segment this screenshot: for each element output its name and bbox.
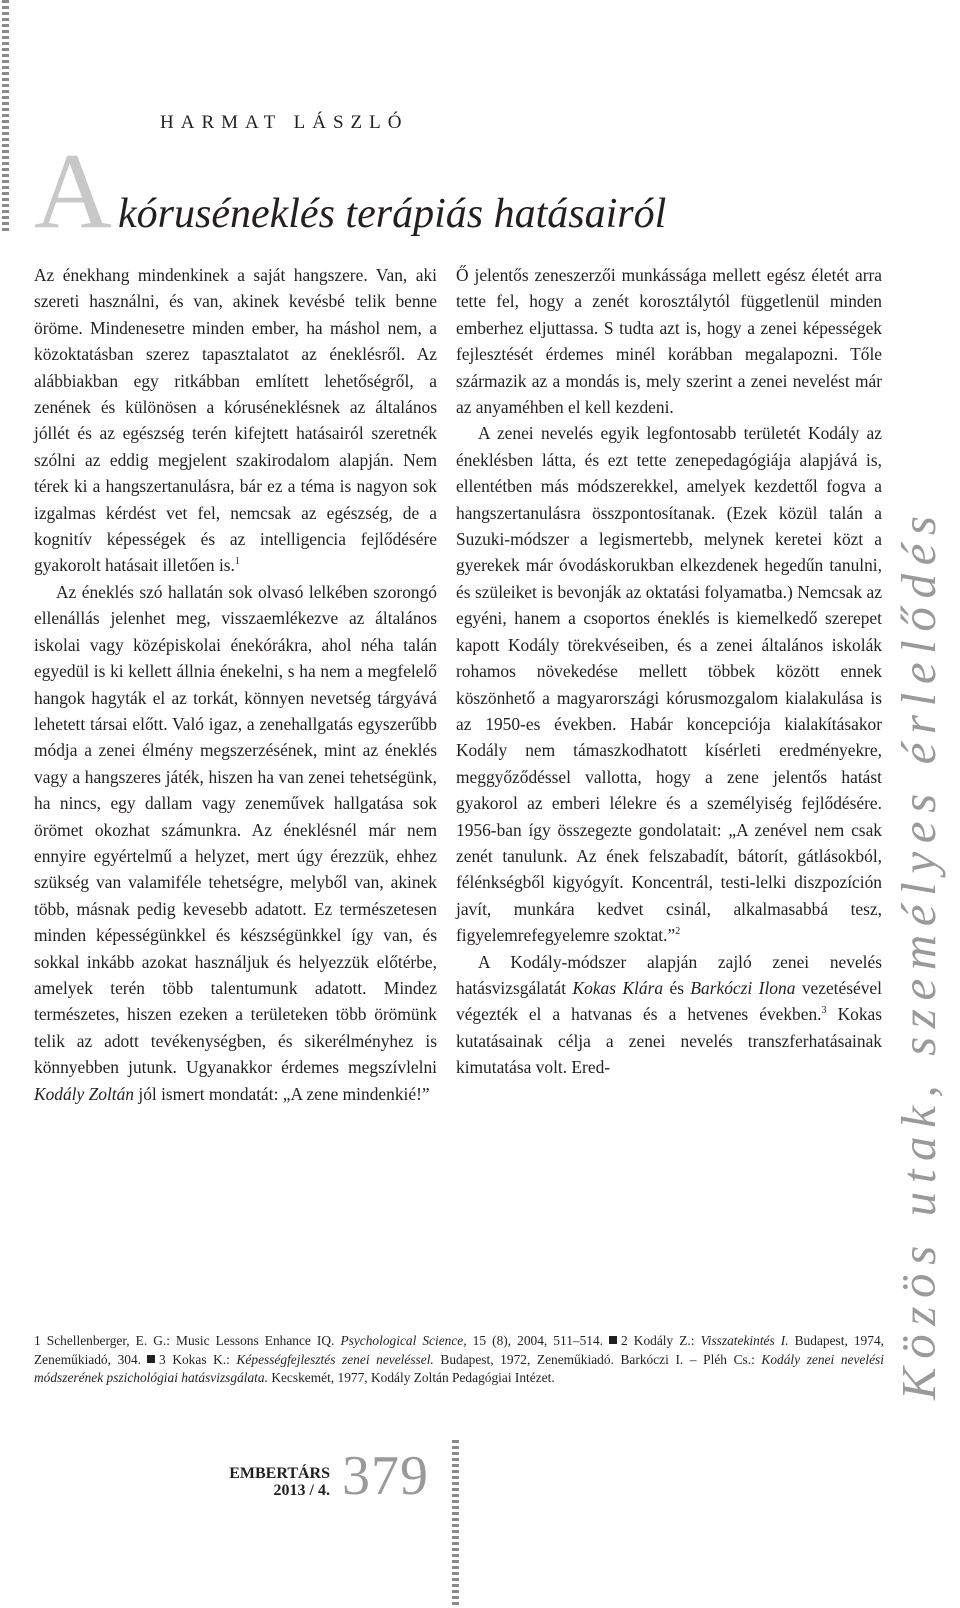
paragraph [456,262,882,420]
dotted-ornament-left [2,0,9,232]
person-name: Kokas Klára [572,977,664,998]
footnote-italic: Psychological Science, [340,1333,467,1348]
footnote-text: 15 (8), 2004, 511–514. [472,1333,604,1348]
person-name: Barkóczi Ilona [690,977,796,998]
column-left [34,262,437,1107]
page-number: 379 [342,1445,429,1507]
paragraph-text: A zenei nevelés egyik legfontosabb területét Kodály az éneklésben látta, és ezt tette zenepedagógiája alapjává is, ellentétben más módszerekkel, amelyek kezdettől fogva a hangszertanulásra összpontosítanak. (Ezek közül talán a Suzuki-módszer a legismertebb, melynek keretei közt a gyerekek már óvodáskorukban elkezdenek hegedűn tanulni, és szüleiket is bevonják az oktatási folyamatba.) Nemcsak az egyéni, hanem a csoportos éneklés is kiemelkedő szerepet kapott Kodály törekvéseiben, és a zenei általános iskolák rohamos növekedése mellett többek között ennek köszönhető a magyarországi kórusmozgalom kialakulása is az 1950-es években. Habár koncepciója kialakításakor Kodály nem támaszkodhatott kísérleti eredményekre, meggyőződéssel vallotta, hogy a zene jelentős hatást gyakorol az emberi lélekre és a személyiség fejlődésére. 1956-ban így összegezte gondolatait: „A zenével nem csak zenét tanulunk. Az ének felszabadít, bátorít, gátlásokból, félénkségből kigyógyít. Koncentrál, testi-lelki diszpozíción javít, munkára kedvet csinál, alkalmasabbá tesz, figyelemrefegyelemre szoktat.” [456,423,882,946]
article-title [34,132,667,251]
footnote-text: Kecskemét, 1977, Kodály Zoltán Pedagógiai Intézet. [271,1370,555,1386]
paragraph-text: és [669,977,684,998]
journal-name: EMBERTÁRS [229,1465,330,1482]
footnote-text: Budapest, 1974, Zeneműkiadó, 304. [34,1333,884,1367]
section-side-title: Közös utak, személyes érlelődés [891,507,946,1400]
paragraph [34,579,437,1107]
footnote-italic: Kodály zenei nevelési módszerének pszichológiai hatásvizsgálata. [34,1351,884,1386]
title-text: kóruséneklés terápiás hatásairól [118,191,667,237]
paragraph-text: Az éneklés szó hallatán sok olvasó lelkében szorongó ellenállás jelenhet meg, visszaemlékezve az általános iskolai vagy középiskolai énekórákra, ahol néha talán egyedül is ki kellett állnia énekelni, s ha nem a megfelelő hangok hagyták el az torkát, könnyen nevetség tárgyává lehetett társai előtt. Való igaz, a zenehallgatás egyszerűbb módja a zenei élmény megszerzésének, mint az éneklés vagy a hangszeres játék, hiszen ha van zenei tehetségünk, ha nincs, egy dallam vagy zeneművek hallgatása sok örömet okozhat számunkra. Az éneklésnél már nem ennyire egyértelmű a helyzet, mert úgy érezzük, ehhez szükség van valamiféle tehetségre, melyből van, akinek több, másnak pedig kevesebb adatott. Ez természetesen minden képességünkkel és készségünkkel így van, és sokkal inkább azokat használjuk és helyezzük előtérbe, amelyek terén több talentumunk adatott. Mindez természetes, hiszen ezeken a területeken több örömünk telik az adott tevékenységben, és sikerélményhez is könnyebben jutunk. Ugyanakkor érdemes megszívlelni [34,581,437,1078]
footnote-text: 3 Kokas K.: [159,1351,230,1367]
paragraph [34,262,437,579]
paragraph-text: vezetésével végezték el a hatvanas és a hetvenes években. [456,977,882,1025]
journal-info [200,1465,330,1499]
footnote-ref: 1 [234,556,240,568]
square-bullet-icon [147,1355,155,1363]
paragraph-text: Az énekhang mindenkinek a saját hangszere. Van, aki szereti használni, és van, akinek kevésbé telik benne öröme. Mindenesetre minden ember, ha máshol nem, a közoktatásban szerez tapasztalatot az éneklésről. Az alábbiakban egy ritkábban említett lehetőségről, a zenének és különösen a kóruséneklésnek az általános jóllét és az egészség terén kifejtett hatásairól szeretnék szólni az eddig megjelent szakirodalom alapján. Nem térek ki a hangszertanulásra, bár ez a téma is nagyon sok izgalmas kérdést vet fel, nemcsak az egészség, de a kognitív képességek és az intelligencia fejlődésére gyakorolt hatásait illetően is. [34,265,437,576]
square-bullet-icon [609,1336,617,1344]
footnotes [34,1332,884,1388]
paragraph [456,949,882,1081]
author-name: HARMAT LÁSZLÓ [160,112,409,133]
column-right [456,262,882,1081]
person-name: Kodály Zoltán [34,1083,135,1104]
paragraph-text: jól ismert mondatát: „A zene mindenkié!” [138,1083,430,1104]
paragraph [456,420,882,948]
footnote-italic: Képességfejlesztés zenei neveléssel. [236,1351,434,1367]
title-initial: A [34,132,112,251]
footnote-ref: 3 [821,1005,827,1017]
footnote-ref: 2 [675,926,681,938]
footnote-text: 2 Kodály Z.: [621,1333,695,1348]
footnote-text: Budapest, 1972, Zeneműkiadó. Barkóczi I. – Pléh Cs.: [440,1351,755,1367]
dotted-ornament-bottom [452,1440,459,1608]
journal-issue: 2013 / 4. [273,1482,330,1499]
paragraph-text: A Kodály-módszer alapján zajló zenei nevelés hatásvizsgálatát [456,951,882,998]
paragraph-text: Kokas kutatásainak célja a zenei nevelés transzferhatásainak kimutatása volt. Ered- [456,1004,882,1078]
footnote-text: 1 Schellenberger, E. G.: Music Lessons Enhance IQ. [34,1333,335,1348]
paragraph-text: Ő jelentős zeneszerzői munkássága mellett egész életét arra tette fel, hogy a zenét korosztálytól függetlenül minden emberhez eljuttassa. S tudta azt is, hogy a zenei képességek fejlesztését érdemes minél korábban megalapozni. Tőle származik az a mondás is, mely szerint a zenei nevelést már az anyaméhben el kell kezdeni. [456,265,882,418]
footnote-italic: Visszatekintés I. [700,1333,789,1348]
